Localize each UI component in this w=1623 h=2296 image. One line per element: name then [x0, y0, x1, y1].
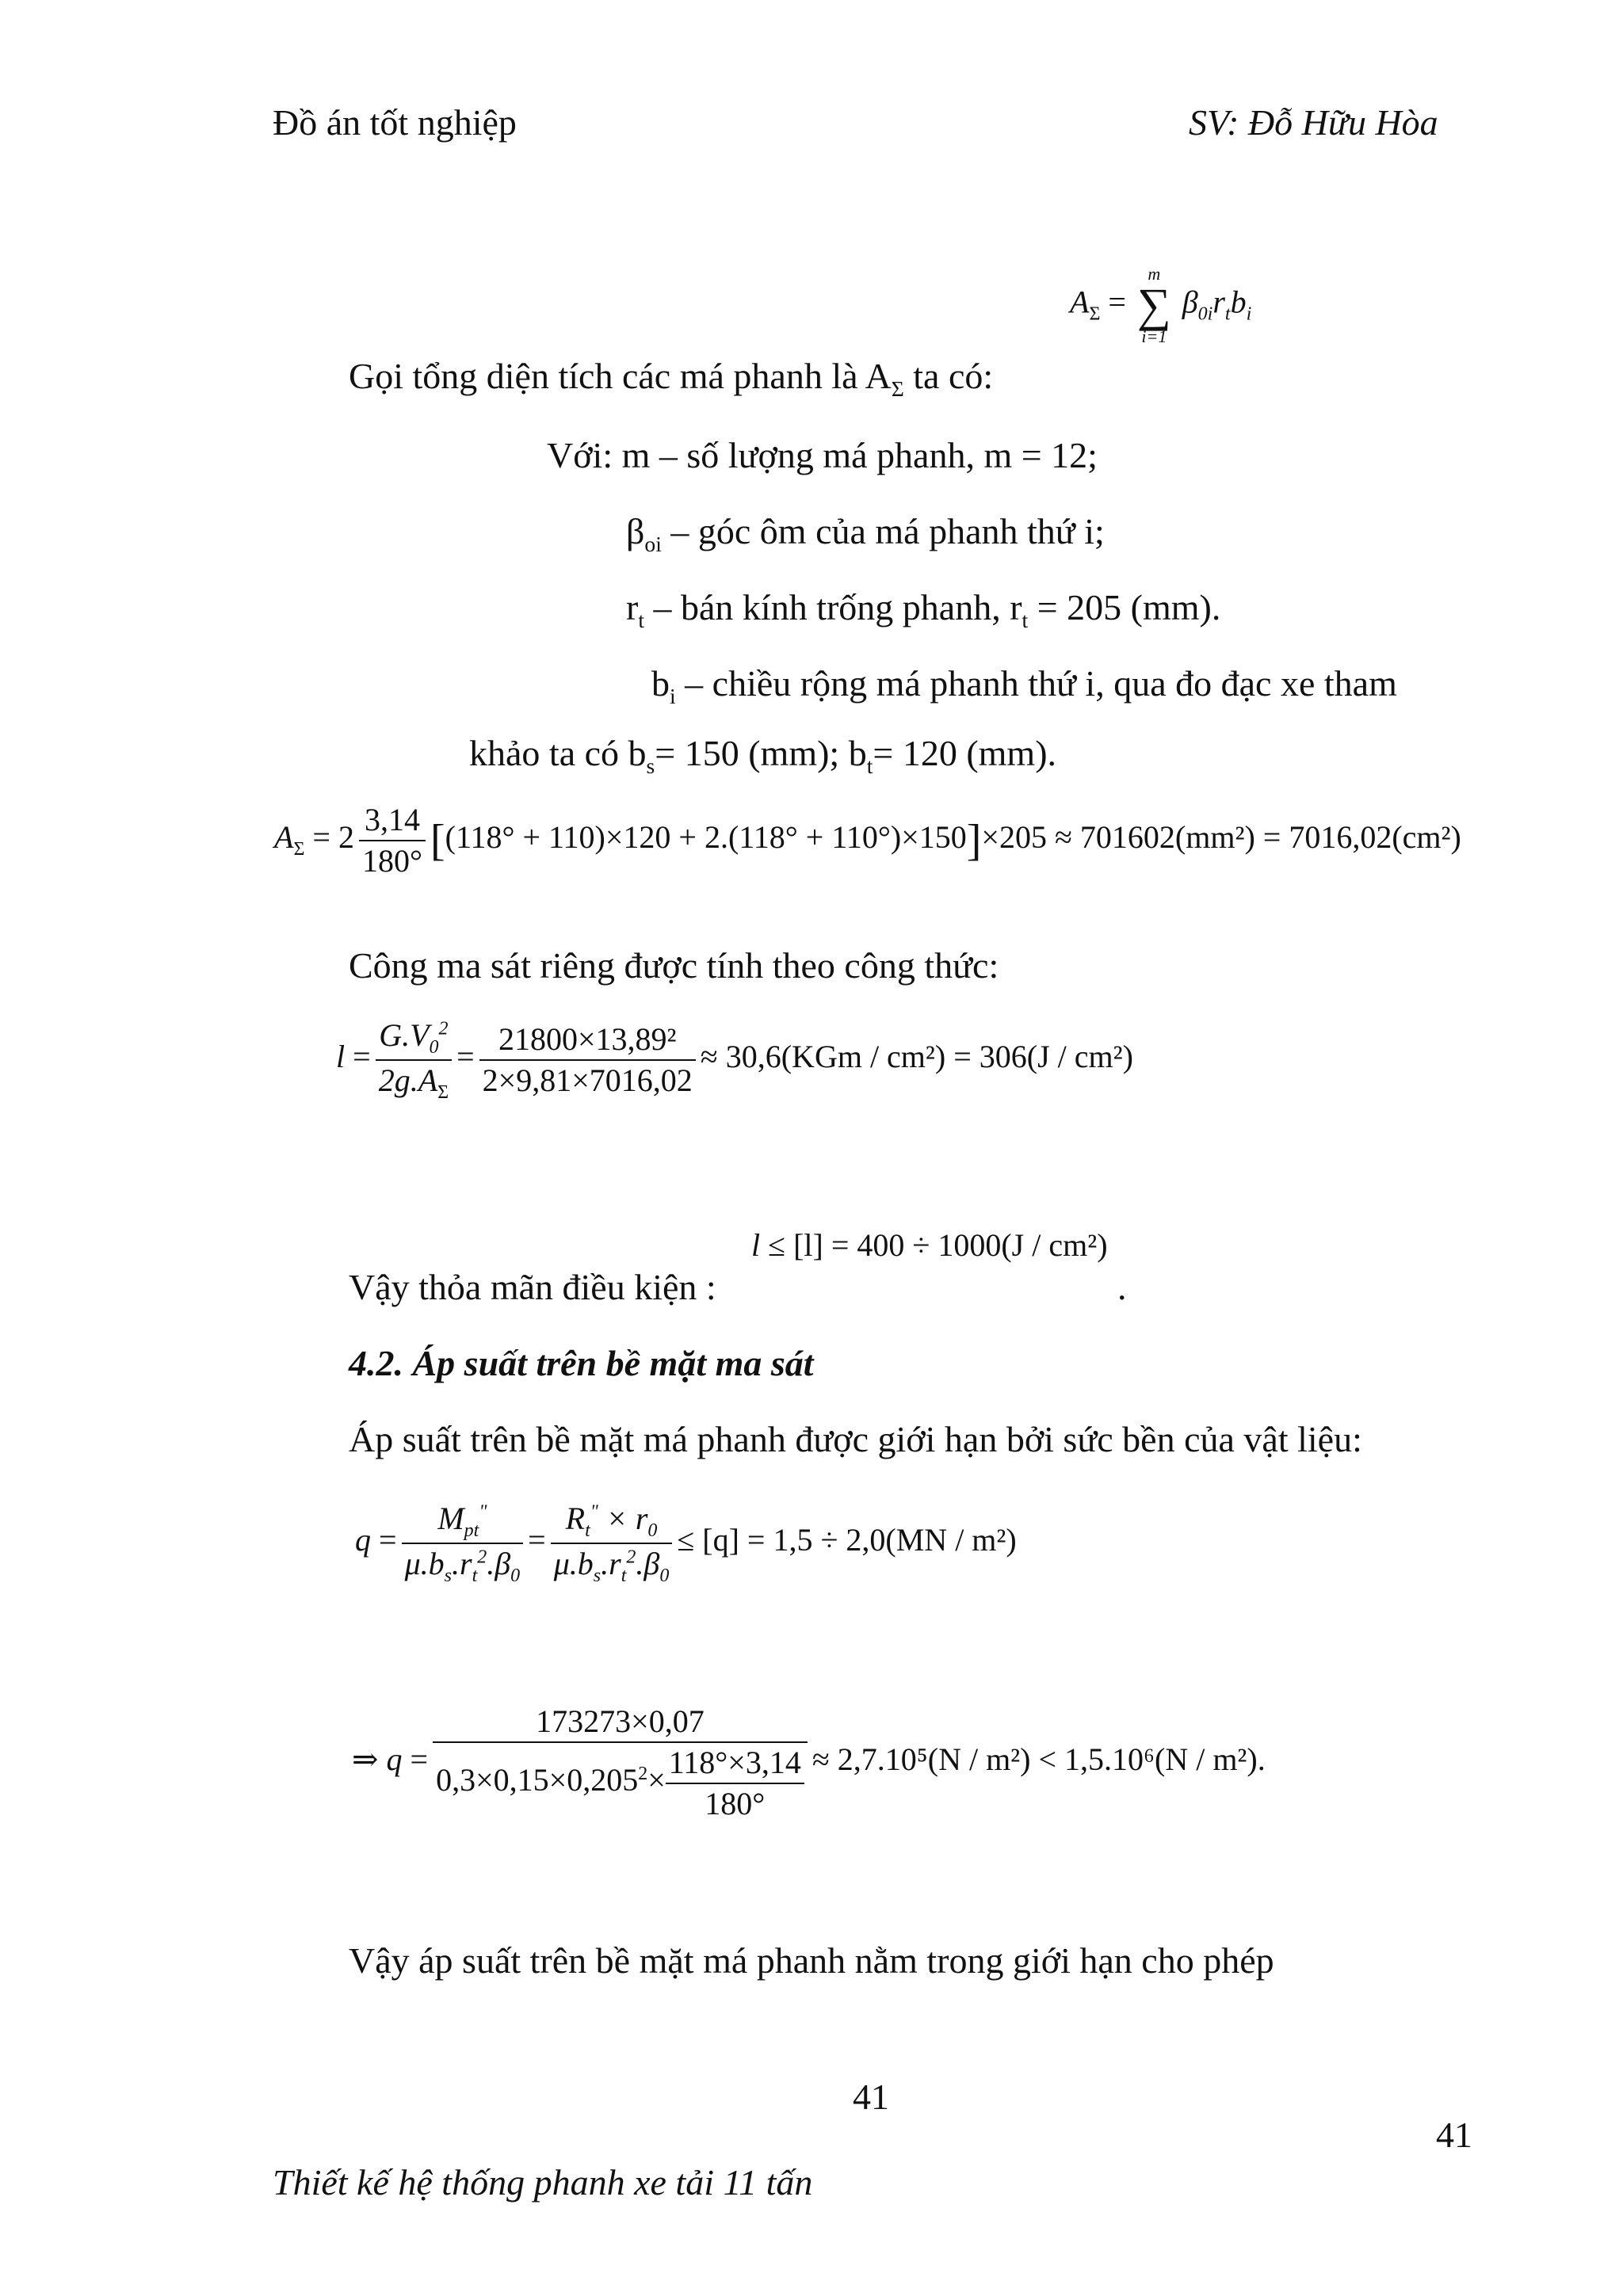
eq-work-num: 21800×13,89²	[479, 1020, 696, 1061]
eq-q: q = $\frac{M_{pt}^"}{\mu.b_s.r_t^2.\beta_0}$ = $\frac{R_t^" \times r_0}{\mu.b_s.r_t^2.\beta_0}$ ≤ [q] = 1,5 ÷ 2,0(MN / m²)	[355, 1501, 1017, 1586]
p-satisfy-dot: .	[1117, 1267, 1127, 1307]
p-pressure: Áp suất trên bề mặt má phanh được giới hạn bởi sức bền của vật liệu:	[349, 1419, 1362, 1459]
eq-q-calc: ⇒ q = 173273×0,07 $0,3\times 0,15\times 0,205^2\times$ $\frac{118^\circ\times 3,14}{180^\circ}$ ≈ 2,7.10⁵(N / m²) < 1,5.10⁶(N / m²).	[352, 1703, 1266, 1821]
header-right: SV: Đỗ Hữu Hòa	[1189, 102, 1438, 143]
page-number-center: 41	[853, 2077, 889, 2117]
eq-q-calc-num: 173273×0,07	[433, 1702, 808, 1743]
p-work: Công ma sát riêng được tính theo công thức:	[349, 945, 999, 986]
p-conclusion: Vậy áp suất trên bề mặt má phanh nằm trong giới hạn cho phép	[349, 1940, 1274, 1981]
header-left: Đồ án tốt nghiệp	[273, 102, 517, 143]
page-number-right: 41	[1436, 2115, 1472, 2155]
def-rt: $r_t$ – bán kính trống phanh, $r_t = 205$ (mm).	[626, 587, 1221, 633]
p-area-intro: Gọi tổng diện tích các má phanh là $A_\Sigma$ ta có:	[349, 356, 994, 402]
eq-work: l = $\frac{G.V_0^2}{2g.A_\Sigma}$ = $\frac{\text{21800×13,89²}}{2\times 9,81\times 7016,02}$ ≈ 30,6(KGm / cm²) = 306(J / cm²)	[336, 1017, 1133, 1103]
p-satisfy: Vậy thỏa mãn điều kiện :	[349, 1267, 716, 1307]
eq-limit: l ≤ [l] = 400 ÷ 1000(J / cm²)	[751, 1227, 1108, 1263]
section-heading: 4.2. Áp suất trên bề mặt ma sát	[349, 1343, 814, 1383]
def-bi: $b_i$ – chiều rộng má phanh thứ i, qua đo đạc xe tham	[651, 663, 1397, 709]
footer-title: Thiết kế hệ thống phanh xe tải 11 tấn	[273, 2162, 813, 2203]
def-beta: $\beta_{oi}$ – góc ôm của má phanh thứ i;	[626, 511, 1105, 557]
eq-area-calc: $A_\Sigma = 2$ $\frac{3,14}{180^\circ}$ [(118° + 110)×120 + 2.(118° + 110°)×150]×205 ≈ 701602(mm²) = 7016,02(cm²)	[274, 802, 1461, 879]
def-bi-cont: khảo ta có $b_s= 150$ (mm); $b_t= 120$ (mm).	[469, 733, 1057, 779]
eq-work-den: 2×9,81×7016,02	[482, 1062, 693, 1098]
def-m: Với: m – số lượng má phanh, m = 12;	[547, 435, 1098, 475]
eq-area-sum: $A_\Sigma = m$ ∑ i=1 $\beta_{0i}r_tb_i$	[1070, 264, 1252, 346]
